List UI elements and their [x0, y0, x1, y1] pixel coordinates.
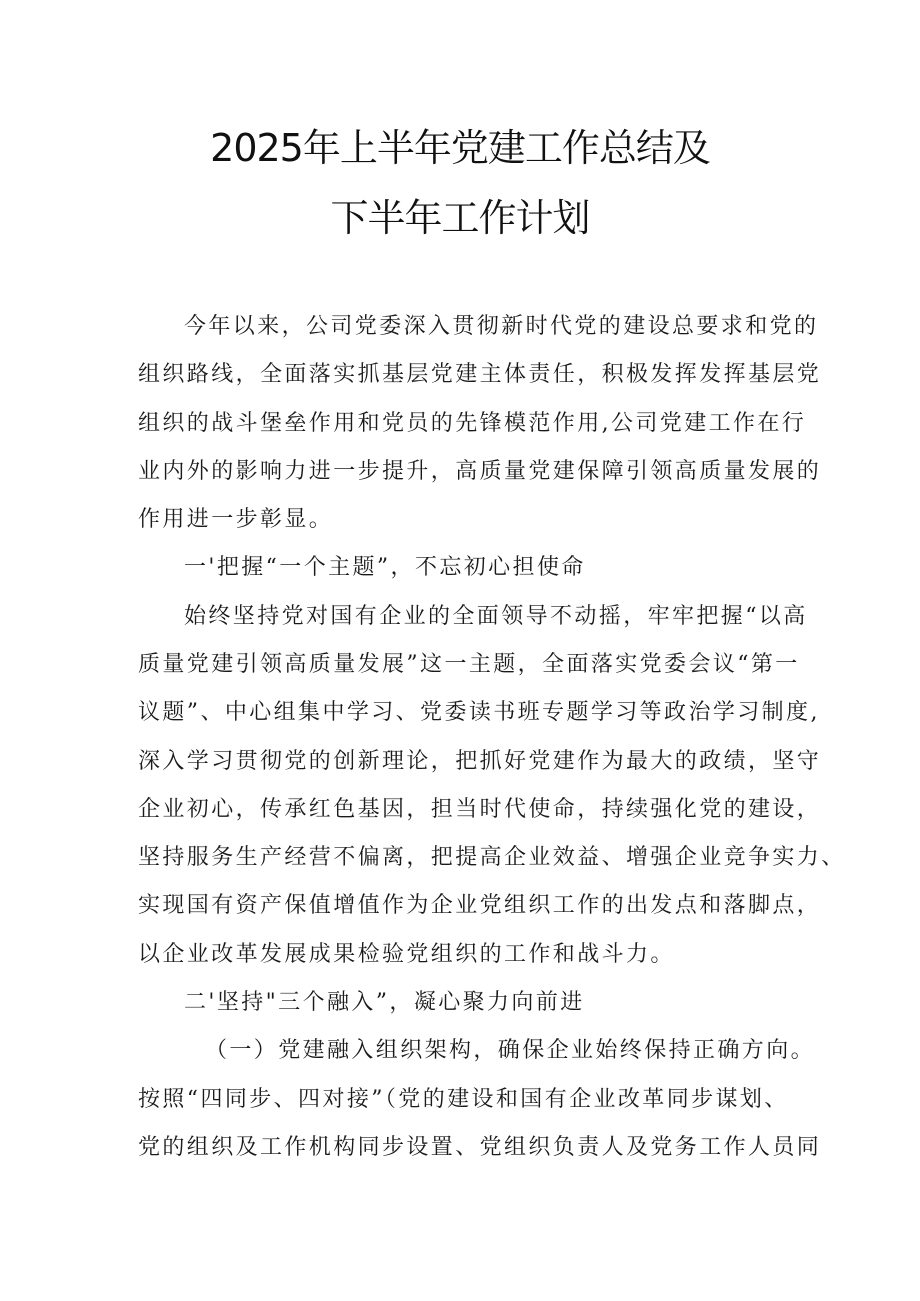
paragraph-line: 议题”、中心组集中学习、党委读书班专题学习等政治学习制度,	[138, 700, 820, 725]
paragraph-line: 组织的战斗堡垒作用和党员的先锋模范作用,公司党建工作在行	[138, 411, 807, 436]
paragraph-line: 以企业改革发展成果检验党组织的工作和战斗力。	[138, 942, 675, 967]
paragraph-line: 实现国有资产保值增值作为企业党组织工作的出发点和落脚点，	[138, 893, 822, 918]
document-title-line-2: 下半年工作计划	[330, 196, 590, 240]
paragraph-line: 作用进一步彰显。	[138, 507, 334, 532]
paragraph-line: 党的组织及工作机构同步设置、党组织负责人及党务工作人员同	[138, 1135, 822, 1160]
paragraph-line: 今年以来，公司党委深入贯彻新时代党的建设总要求和党的	[184, 314, 819, 339]
paragraph-line: 按照“四同步、四对接”（党的建设和国有企业改革同步谋划、	[138, 1087, 789, 1112]
paragraph-line: 坚持服务生产经营不偏离，把提高企业效益、增强企业竞争实力、	[138, 845, 846, 870]
paragraph-line: 企业初心，传承红色基因，担当时代使命，持续强化党的建设，	[138, 797, 822, 822]
section-heading-2: 二'坚持"三个融入”，凝心聚力向前进	[184, 990, 585, 1015]
paragraph-line: 深入学习贯彻党的创新理论，把抓好党建作为最大的政绩，坚守	[138, 749, 822, 774]
section-heading-1: 一'把握“一个主题”，不忘初心担使命	[184, 555, 586, 580]
paragraph-line: 始终坚持党对国有企业的全面领导不动摇，牢牢把握“以高	[184, 604, 808, 629]
document-title-line-1: 2025年上半年党建工作总结及	[210, 126, 710, 170]
paragraph-line: 业内外的影响力进一步提升，高质量党建保障引领高质量发展的	[138, 459, 822, 484]
paragraph-line: 质量党建引领高质量发展”这一主题，全面落实党委会议“第一	[138, 652, 800, 677]
subsection-heading-1: （一）党建融入组织架构，确保企业始终保持正确方向。	[205, 1038, 816, 1063]
paragraph-line: 组织路线，全面落实抓基层党建主体责任，积极发挥发挥基层党	[138, 362, 822, 387]
